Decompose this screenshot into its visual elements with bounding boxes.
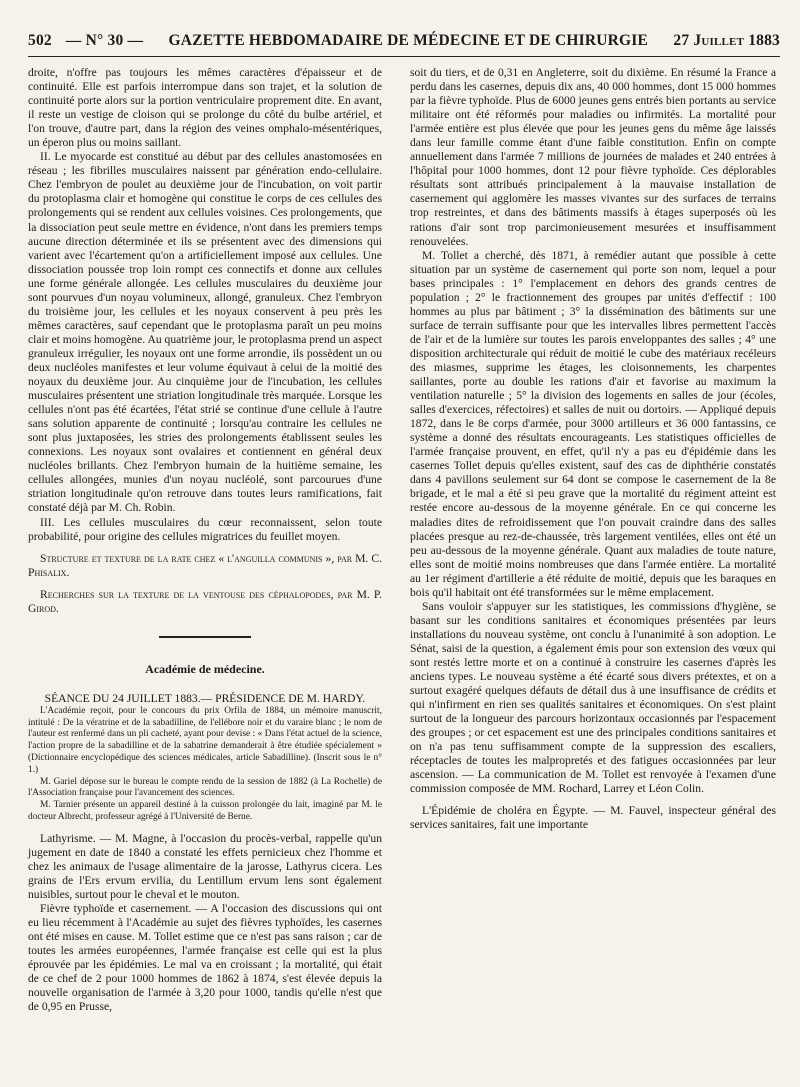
lathyrisme-paragraph: Lathyrisme. — M. Magne, à l'occasion du procès-verbal, rappelle qu'un jugement en date de 1840 a constaté les effets pernicieux chez l'homme et chez les animaux de l'usage alimentaire de la jarosse, Lathyrus cicera. Les grains de l'Ers ervum ervilia, du Lentillum ervum lens sont également nuisibles, surtout pour le cheval et le mouton.	[28, 831, 382, 902]
page-header	[28, 32, 780, 50]
cholera-paragraph: L'Épidémie de choléra en Égypte. — M. Fauvel, inspecteur général des services sanitaires, fait une importante	[410, 804, 776, 832]
continuation-paragraph: soit du tiers, et de 0,31 en Angleterre, soit du dixième. En résumé la France a perdu dans les casernes, depuis dix ans, 40 000 hommes, dont 15 000 hommes par la fièvre typhoïde. Plus de 6000 jeunes gens entrés bien portants au service militaire ont été réformés pour maladies ou infirmités. La mortalité pour l'armée entière est plus élevée que pour les jeunes gens du même âge laissés dans leur famille comme étant d'une faible constitution. Enfin on compte annuellement dans l'armée 7 millions de journées de malades et 240 entrées à l'hôpital pour 1000 hommes, dont 12 pour fièvre typhoïde. Ces déplorables résultats sont attribués principalement à la mauvaise installation de casernement qui agglomère les masses vivantes sur des surfaces de terrains trop restreintes, et dans des bâtiments massifs à étages superposés où les rations d'air sont trop parcimonieusement mesurées et insuffisamment renouvelées.	[410, 66, 776, 248]
announcement-gariel: M. Gariel dépose sur le bureau le compte rendu de la session de 1882 (à La Rochelle) de l'Association française pour l'avancement des sciences.	[28, 776, 382, 799]
journal-title: GAZETTE HEBDOMADAIRE DE MÉDECINE ET DE CHIRURGIE	[168, 32, 649, 49]
academie-heading: Académie de médecine.	[145, 661, 265, 676]
intro-paragraph: droite, n'offre pas toujours les mêmes caractères d'épaisseur et de continuité. Elle est parfois interrompue dans son trajet, et la solution de continuité porte alors sur la portion ventriculaire proprement dite. En avant, il reste un vestige de cloison qui se prolonge du côté du bulbe artériel, et l'on trouve, d'autre part, dans la région des veines omphalo-mésentériques, un éperon plus ou moins saillant.	[28, 66, 382, 150]
seance-heading: SÉANCE DU 24 JUILLET 1883.— PRÉSIDENCE DE M. HARDY.	[44, 691, 366, 705]
structure-title: Structure et texture de la rate chez « l'anguilla communis », par M. C. Phisalix.	[28, 551, 382, 579]
header-rule	[28, 56, 780, 57]
announcement-tarnier: M. Tarnier présente un appareil destiné à la cuisson prolongée du lait, imaginé par M. le docteur Albrecht, professeur agrégé à l'Université de Berne.	[28, 800, 382, 823]
left-column	[28, 66, 382, 1014]
announcements	[28, 706, 382, 824]
paragraph-III: III. Les cellules musculaires du cœur reconnaissent, selon toute probabilité, pour origine des cellules migratrices du feuillet moyen.	[28, 515, 382, 543]
issue-date: 27 Juillet 1883	[673, 32, 780, 49]
recherches-title: Recherches sur la texture de la ventouse des céphalopodes, par M. P. Girod.	[28, 587, 382, 615]
paragraph-II: II. Le myocarde est constitué au début par des cellules anastomosées en réseau ; les fibrilles musculaires naissent par génération endo-cellulaire. Chez l'embryon de poulet au deuxième jour de l'incubation, on voit partir du protoplasma clair et homogène qui constitue le corps de ces cellules des prolongements qui se rendent aux cellules voisines. Ces prolongements, que la dissociation peut seule mettre en évidence, n'ont dans les premiers temps aucune direction déterminée et ils se présentent avec des dimensions qui varient avec l'écartement qu'on a artificiellement imposé aux cellules. Une dissociation poussée trop loin rompt ces connectifs et donne aux cellules une forme générale allongée. Les cellules musculaires du deuxième jour sont pourvues d'un noyau volumineux, allongé, granuleux. Chez l'embryon du troisième jour, les cellules et les noyaux conservent à peu près les mêmes caractères, sauf cependant que le protoplasma paraît un peu moins clair et moins homogène. Au quatrième jour, le protoplasma prend un aspect granuleux irrégulier, les noyaux ont une forme arrondie, ils possèdent un ou deux nucléoles manifestes et leur volume équivaut à celui de la moitié des noyaux du deuxième jour. Au cinquième jour de l'incubation, les cellules musculaires présentent une striation longitudinale très marquée. Lorsque les cellules n'ont pas été écartées, l'état strié se continue d'une cellule à l'autre sans solution apparente de continuité ; lorsqu'au contraire les cellules ne sont plus juxtaposées, les stries des prolongements établissent seules les connexions. Les noyaux sont ovalaires et contiennent en général deux nucléoles brillants. Chez l'embryon humain de la huitième semaine, les cellules allongées, munies d'un noyau nucléolé, sont parcourues d'une striation longitudinale qu'on retrouve dans toutes leurs ramifications, fait constaté déjà par M. Ch. Robin.	[28, 150, 383, 515]
page-number: 502	[28, 32, 52, 49]
section-divider	[159, 636, 251, 638]
right-column	[410, 66, 776, 833]
announcement-orfila: L'Académie reçoit, pour le concours du prix Orfila de 1884, un mémoire manuscrit, intitulé : De la vératrine et de la sabadilline, de l'ellébore noir et du varaire blanc ; le nom de l'auteur est renfermé dans un pli cacheté, ayant pour devise : « Dans l'état actuel de la science, l'action propre de la sabadilline et de la sabatrine demanderait à être étudiée spécialement » (Dictionnaire encyclopédique des sciences médicales, article Sabadilline). (Inscrit sous le n° 1.)	[28, 705, 382, 775]
tollet-paragraph: M. Tollet a cherché, dès 1871, à remédier autant que possible à cette situation par un système de casernement qui porte son nom, lequel a pour bases principales : 1° l'emplacement en dehors des grands centres de population ; 2° le fractionnement des groupes par unités d'effectif : 100 hommes au plus par bâtiment ; 3° la dissémination des bâtiments sur une surface de terrain suffisante pour que les intervalles libres permettent l'accès de l'air et de la lumière sur toutes les parois enveloppantes des salles ; 4° une disposition architecturale qui réduit de moitié le cube des matériaux recéleurs des miasmes, supprime les étages, les cloisonnements, les charpentes saillantes, porte au double les rations d'air et favorise au maximum la ventilation naturelle ; 5° la division des logements en salles de jour (écoles, salles d'exercices, réfectoires) et salles de nuit ou dortoirs. — Appliqué depuis 1872, dans le 8e corps d'armée, pour 3000 artilleurs et 36 000 fantassins, ce système a donné des résultats encourageants. Les statistiques officielles de l'armée française prouvent, en effet, qu'il n'y a pas eu d'épidémie dans les casernes Tollet depuis qu'elles existent, sauf des cas de diphthérie constatés dans 4 pavillons seulement sur 64 dont se compose le casernement de la 8e brigade, et le mal a été si peu grave que la mortalité du régiment atteint est restée encore au-dessous de la moyenne générale. En ce qui concerne les maladies dites de refroidissement que l'on pouvait craindre dans des salles placées presque au rez-de-chaussée, très largement ventilées, elles ont été un peu au-dessous de la moyenne générale. Quant aux maladies de toute nature, elles sont de moitié moins nombreuses que dans l'armée entière. La mortalité au 1er régiment d'artillerie a été réduite de moitié, depuis que les baraques en bois qu'il habitait ont été transformées sur le même emplacement.	[410, 248, 776, 599]
issue-number: — N° 30 —	[65, 32, 144, 49]
sans-vouloir-paragraph: Sans vouloir s'appuyer sur les statistiques, les commissions d'hygiène, se basant sur les conditions sanitaires et économiques présentées par leurs installations du nouveau système, ont conclu à l'unanimité à son adoption. Le Sénat, saisi de la question, a également émis pour son extension des vœux qui sont restés lettre morte et on a continué à construire les casernes d'après les anciens types. Le nouveau système a été écarté sous divers prétextes, et on a surtout exagéré quelques défauts de détail dus à une insuffisance de crédits et qui n'infirment en rien ses qualités sanitaires et économiques. On s'est plaint surtout de la longueur des parcours horizontaux occasionnés par l'espacement des groupes ; or cet espacement est une des principales conditions sanitaires et on n'a pas tenu suffisamment compte de la suppression des escaliers, réceptacles de toutes les malpropretés et des fatigues occasionnées par leur ascension. — La communication de M. Tollet est renvoyée à l'examen d'une commission composée de MM. Rochard, Larrey et Léon Colin.	[410, 599, 776, 796]
fievre-paragraph: Fièvre typhoïde et casernement. — A l'occasion des discussions qui ont eu lieu récemment à l'Académie au sujet des fièvres typhoïdes, les casernes ont été mises en cause. M. Tollet estime que ce n'est pas sans raison ; car de toutes les armées européennes, l'armée française est celle qui est la plus éprouvée par les épidémies. Le mal va en croissant ; la mortalité, qui était de ce chef de 2 pour 1000 hommes de 1862 à 1874, s'est élevée depuis la nouvelle organisation de l'armée à 3,20 pour 1000, tandis qu'elle n'est que de 0,95 en Prusse,	[28, 902, 382, 1014]
